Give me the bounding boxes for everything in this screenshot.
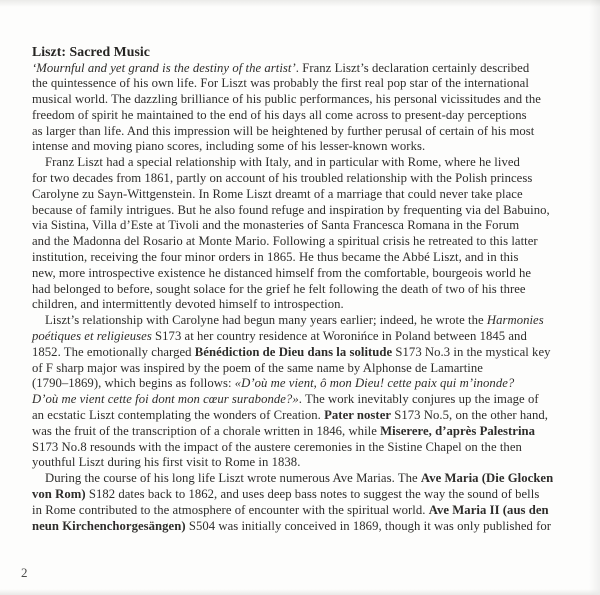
page-title: Liszt: Sacred Music <box>32 44 150 59</box>
text-line: an ecstatic Liszt contemplating the wonders of Creation. Pater noster S173 No.5, on the other hand, <box>32 408 548 423</box>
text-line: S173 No.8 resounds with the impact of the austere ceremonies in the Sistine Chapel on the then <box>32 439 522 454</box>
text-line: of F sharp major was inspired by the poem of the same name by Alphonse de Lamartine <box>32 360 483 375</box>
text-line: freedom of spirit he maintained to the end of his days all come across to present-day perceptions <box>32 107 527 122</box>
text-line: new, more introspective existence he distanced himself from the comfortable, bourgeois world he <box>32 265 532 280</box>
text-line: children, and intermittently devoted himself to introspection. <box>32 297 344 312</box>
text-line: Carolyne zu Sayn-Wittgenstein. In Rome Liszt dreamt of a marriage that could never take place <box>32 186 523 201</box>
text-line: musical world. The dazzling brilliance of his public performances, his personal vicissitudes and the <box>32 92 541 107</box>
text-line: youthful Liszt during his first visit to Rome in 1838. <box>32 455 301 470</box>
text-line: ‘Mournful and yet grand is the destiny of the artist’. Franz Liszt’s declaration certainly described <box>32 60 530 75</box>
scan-edge-top <box>0 0 600 7</box>
text-line: intense and moving piano scores, including some of his lesser-known works. <box>32 139 426 154</box>
text-line: von Rom) S182 dates back to 1862, and uses deep bass notes to suggest the way the sound of bells <box>32 487 540 502</box>
text-line: During the course of his long life Liszt wrote numerous Ave Marias. The Ave Maria (Die Glocken <box>45 471 554 486</box>
text-line: (1790–1869), which begins as follows: «D’où me vient, ô mon Dieu! cette paix qui m’inonde? <box>32 376 515 391</box>
text-line: had belonged to before, sought solace for the grief he felt following the death of two of his three <box>32 281 526 296</box>
page-number: 2 <box>21 565 28 580</box>
text-line: was the fruit of the transcription of a chorale written in 1846, while Miserere, d’après Palestrina <box>32 423 536 438</box>
text-line: neun Kirchenchorgesängen) S504 was initially conceived in 1869, though it was only published for <box>32 518 552 533</box>
article-body <box>32 61 590 535</box>
text-line: Franz Liszt had a special relationship with Italy, and in particular with Rome, where he lived <box>45 155 520 170</box>
text-line: institution, receiving the four minor orders in 1865. He thus became the Abbé Liszt, and in this <box>32 250 519 265</box>
scan-edge-right <box>589 0 600 595</box>
text-line: poétiques et religieuses S173 at her country residence at Woronińce in Poland between 1845 and <box>32 329 527 344</box>
article <box>32 44 590 534</box>
text-line: 1852. The emotionally charged Bénédiction de Dieu dans la solitude S173 No.3 in the mystical key <box>32 344 551 359</box>
text-line: Liszt’s relationship with Carolyne had begun many years earlier; indeed, he wrote the Harmonies <box>45 313 544 328</box>
text-line: the quintessence of his own life. For Liszt was probably the first real pop star of the international <box>32 76 529 91</box>
text-line: in Rome contributed to the atmosphere of encounter with the spiritual world. Ave Maria II (aus den <box>32 502 549 517</box>
text-line: D’où me vient cette foi dont mon cœur surabonde?». The work inevitably conjures up the image of <box>32 392 539 407</box>
scan-edge-bottom <box>0 589 600 595</box>
text-line: because of family intrigues. But he also found refuge and inspiration by frequenting via del Babuino, <box>32 202 550 217</box>
text-line: and the Madonna del Rosario at Monte Mario. Following a spiritual crisis he retreated to this latter <box>32 234 538 249</box>
text-line: for two decades from 1861, partly on account of his troubled relationship with the Polish princess <box>32 171 533 186</box>
text-line: as larger than life. And this impression will be heightened by further perusal of certain of his most <box>32 123 535 138</box>
text-line: via Sistina, Villa d’Este at Tivoli and the monasteries of Santa Francesca Romana in the Forum <box>32 218 520 233</box>
